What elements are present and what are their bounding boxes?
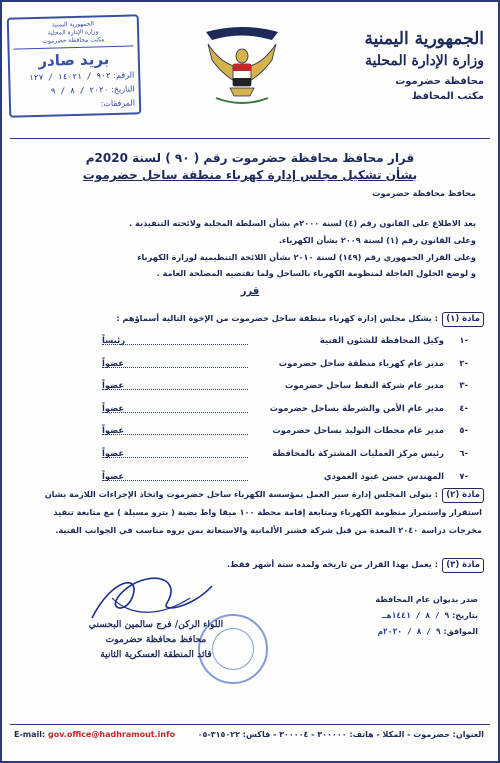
- member-name: وكيل المحافظة للشئون الفنية: [319, 335, 444, 345]
- stamp-office: مكتب محافظة حضرموت: [13, 35, 133, 49]
- member-number: -٦: [459, 447, 468, 458]
- header-divider: [10, 138, 490, 139]
- member-number: -١: [459, 335, 468, 345]
- letterhead-right: [334, 28, 484, 104]
- member-number: -٣: [459, 380, 468, 391]
- article1-label: مادة (١): [442, 312, 484, 327]
- issued-block: [328, 592, 478, 640]
- signatory-title1: محافظ محافظة حضرموت: [105, 634, 207, 645]
- member-role: عضواً: [102, 402, 125, 413]
- member-row: [42, 445, 468, 468]
- article2-line3: مخرجات دراسة ٢٠٤٠ المعدة من قبل شركة فشنر الألمانية والاستعانة بمن يروه مناسب في الجوانب الفنية.: [55, 525, 482, 535]
- decree-title: [62, 150, 438, 184]
- stamp-attach-label: المرفقات:: [100, 98, 136, 109]
- preamble-governor: محافظ محافظة حضرموت: [372, 188, 476, 198]
- issued-line: صدر بديوان عام المحافظة: [375, 595, 478, 604]
- stamp-title: بريد صادر: [38, 50, 110, 70]
- member-name: مدير عام كهرباء منطقة ساحل حضرموت: [278, 357, 444, 368]
- letterhead-office: مكتب المحافظ: [411, 91, 484, 102]
- stamp-ministry: وزارة الإدارة المحلية: [47, 28, 99, 37]
- footer-address: العنوان: حضرموت - المكلا - هاتف: ٣٠٠٠٠٠ - ٣٠٠٠٠٤ - فاكس: ٣١٥٠٢٢-٠٥: [197, 730, 484, 739]
- member-role: عضواً: [102, 357, 125, 368]
- member-role: عضواً: [102, 380, 125, 391]
- footer-divider: [10, 724, 490, 725]
- article2-line2: استقرار واستمرار منظومة الكهرباء ومتابعة إقامة محطة ١٠٠ ميقا واط بضبة ( بترو مسيلة ) مع متابعة تنفيذ: [53, 507, 482, 517]
- article2-label: مادة (٢): [442, 488, 484, 503]
- stamp-date-label: التاريخ:: [111, 84, 135, 95]
- article1-text: : يشكل مجلس إدارة كهرباء منطقة ساحل حضرموت من الإخوة التالية أسماؤهم :: [116, 313, 438, 323]
- member-role: رئيساً: [102, 335, 126, 345]
- stamp-country: الجمهورية اليمنية: [51, 20, 94, 29]
- stamp-date-value: ٢٠٢٠ / ٨ / ٩: [50, 85, 109, 96]
- member-row: [42, 400, 468, 423]
- stamp-ref-label: الرقم:: [113, 70, 135, 80]
- article3-label: مادة (٣): [442, 558, 484, 573]
- outgoing-mail-stamp: [7, 14, 142, 117]
- member-role: عضواً: [102, 425, 125, 436]
- member-name: رئيس مركز العمليات المشتركة بالمحافظة: [272, 447, 444, 458]
- member-name: مدير عام الأمن والشرطة بساحل حضرموت: [269, 402, 444, 413]
- article2-line1: : يتولى المجلس إدارة سير العمل بمؤسسة الكهرباء ساحل حضرموت واتخاذ الإجراءات اللازمة بشان: [44, 489, 438, 499]
- issued-greg-row: [328, 624, 478, 640]
- letterhead-ministry: وزارة الإدارة المحلية: [365, 53, 484, 69]
- issued-hijri-row: [328, 608, 478, 624]
- eagle-emblem-icon: [200, 22, 284, 110]
- letterhead-country: الجمهورية اليمنية: [364, 29, 484, 49]
- issued-greg-label: الموافق:: [443, 627, 478, 636]
- member-row: [42, 422, 468, 445]
- issued-hijri-value: ٩ / ٨ / ١٤٤١هـ: [381, 611, 450, 620]
- member-name: مدير عام محطات التوليد بساحل حضرموت: [272, 425, 444, 436]
- decree-title-line2: بشأن تشكيل مجلس إدارة كهرباء منطقة ساحل حضرموت: [82, 168, 418, 182]
- member-row: [42, 332, 468, 355]
- member-role: عضواً: [102, 470, 125, 481]
- preamble-p1: بعد الاطلاع على القانون رقم (٤) لسنة ٢٠٠٠م بشأن السلطة المحلية ولائحته التنفيذية .: [129, 218, 476, 228]
- member-number: -٧: [459, 470, 468, 481]
- letterhead-governorate: محافظة حضرموت: [395, 76, 484, 87]
- signature-block: [56, 617, 256, 662]
- members-list: [42, 332, 468, 490]
- stamp-attach-row: [15, 96, 135, 113]
- footer-email-link[interactable]: gov.office@hadhramout.info: [48, 730, 176, 739]
- member-role: عضواً: [102, 447, 125, 458]
- footer-email-label: E-mail:: [14, 730, 46, 739]
- member-name: المهندس حسن عبود العمودي: [323, 470, 444, 481]
- issued-greg-value: ٩ / ٨ / ٢٠٢٠م: [378, 627, 441, 636]
- stamp-ref-value: ٩٠٢ / ١٤٠٢١ / ١٢٧: [28, 71, 111, 83]
- decides-heading: قرر: [240, 286, 260, 297]
- member-number: -٢: [459, 357, 468, 368]
- issued-hijri-label: بتاريخ:: [452, 611, 478, 620]
- article3-text: : يعمل بهذا القرار من تاريخه ولمده ستة أشهر فقط.: [226, 559, 438, 569]
- preamble-p3: وعلى القرار الجمهوري رقم (١٤٩) لسنة ٢٠١٠ بشأن اللائحة التنظيمية لوزارة الكهرباء: [137, 252, 476, 262]
- footer-email: [14, 730, 175, 739]
- signatory-title2: قائد المنطقة العسكرية الثانية: [100, 649, 212, 660]
- national-emblem: [188, 20, 296, 132]
- preamble-p2: وعلى القانون رقم (١) لسنة ٢٠٠٩ بشأن الكهرباء.: [278, 235, 476, 245]
- member-row: [42, 377, 468, 400]
- signatory-name: اللواء الركن/ فرج سالمين البحسني: [88, 619, 224, 630]
- member-number: -٥: [459, 425, 468, 436]
- preamble-p4: و لوضع الحلول العاجلة لمنظومة الكهرباء بالساحل ولما تقتضيه المصلحة العامة .: [156, 268, 476, 278]
- member-name: مدير عام شركة النفط ساحل حضرموت: [284, 380, 444, 391]
- decree-title-line1: قرار محافظ محافظة حضرموت رقم ( ٩٠ ) لسنة 2020م: [85, 151, 415, 165]
- member-number: -٤: [459, 402, 468, 413]
- member-row: [42, 355, 468, 378]
